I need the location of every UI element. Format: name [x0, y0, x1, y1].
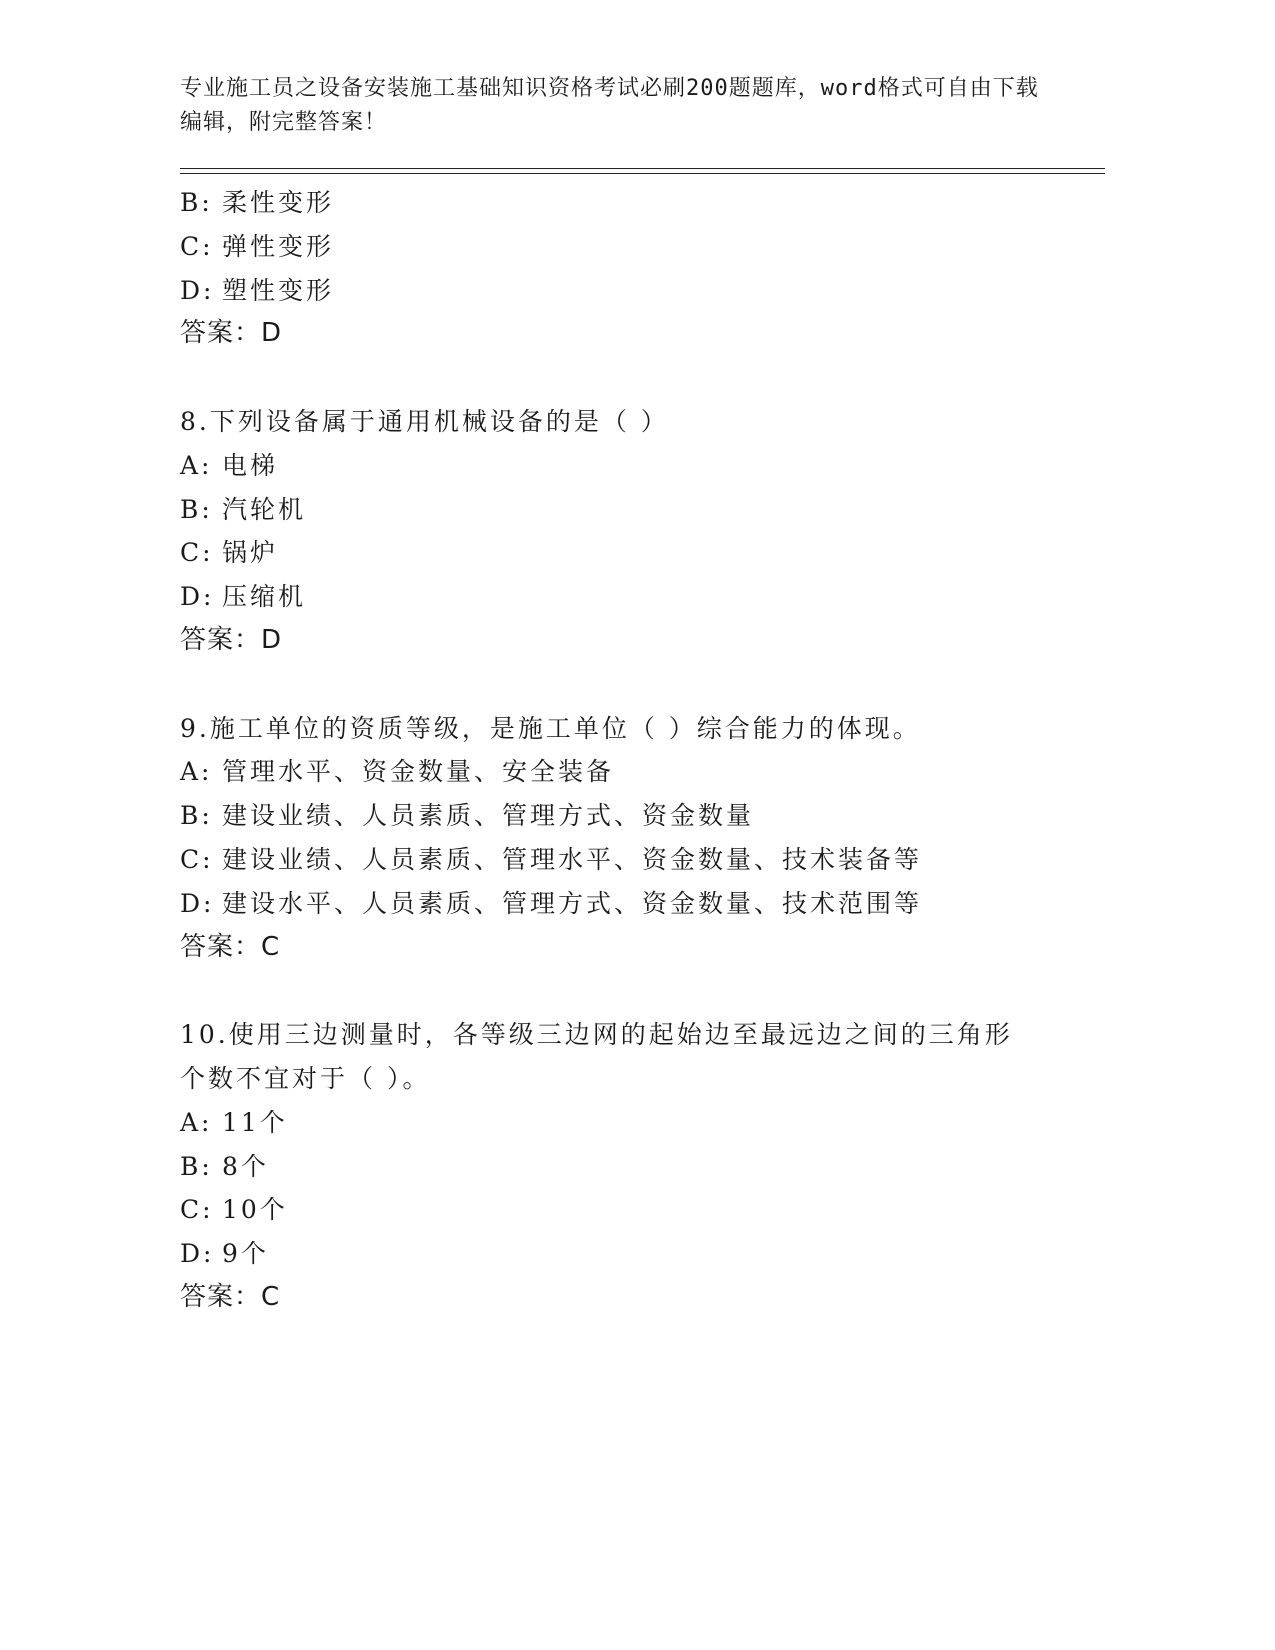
option-d: D: 塑性变形 — [180, 275, 335, 305]
question-8 — [180, 400, 1060, 663]
option-a: A: 11个 — [180, 1107, 288, 1137]
option-c: C: 10个 — [180, 1195, 288, 1225]
question-9 — [180, 707, 1060, 970]
option-a: A: 电梯 — [180, 450, 279, 480]
option-b: B: 汽轮机 — [180, 494, 307, 524]
question-list — [180, 181, 1060, 1320]
question-text: 8.下列设备属于通用机械设备的是（ ） — [180, 406, 669, 436]
option-c: C: 建设业绩、人员素质、管理水平、资金数量、技术装备等 — [180, 844, 923, 874]
option-d: D: 9个 — [180, 1239, 269, 1269]
header-divider-bottom — [180, 173, 1105, 174]
option-d: D: 建设水平、人员素质、管理方式、资金数量、技术范围等 — [180, 888, 923, 918]
option-b: B: 8个 — [180, 1151, 269, 1181]
answer: 答案：D — [180, 624, 283, 655]
option-b: B: 建设业绩、人员素质、管理方式、资金数量 — [180, 801, 755, 831]
option-b: B: 柔性变形 — [180, 188, 335, 217]
option-d: D: 压缩机 — [180, 582, 307, 612]
question-text: 10.使用三边测量时，各等级三边网的起始边至最远边之间的三角形个数不宜对于（ ）。 — [180, 1020, 1013, 1093]
answer: 答案：C — [180, 931, 281, 962]
answer: 答案：C — [180, 1281, 281, 1312]
option-a: A: 管理水平、资金数量、安全装备 — [180, 757, 615, 787]
answer: 答案：D — [180, 318, 283, 349]
question-text: 9.施工单位的资质等级，是施工单位（ ）综合能力的体现。 — [180, 713, 921, 743]
option-c: C: 锅炉 — [180, 538, 279, 568]
header-divider-top — [180, 168, 1105, 169]
document-header: 专业施工员之设备安装施工基础知识资格考试必刷200题题库，word格式可自由下载编辑，附完整答案！ — [180, 76, 1039, 135]
question-10 — [180, 1013, 1060, 1320]
option-c: C: 弹性变形 — [180, 231, 335, 261]
question-fragment — [180, 181, 1060, 356]
